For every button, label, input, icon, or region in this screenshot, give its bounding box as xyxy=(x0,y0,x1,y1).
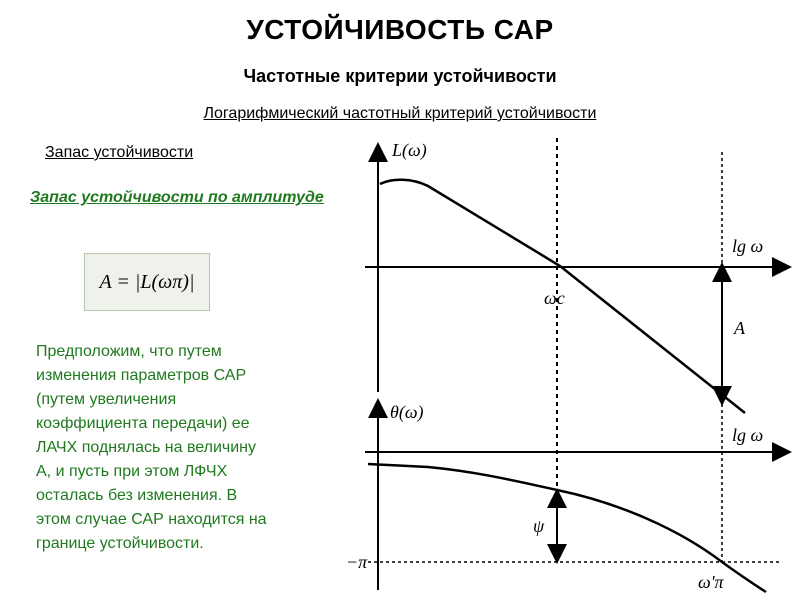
paragraph-line: коэффициента передачи) ее xyxy=(36,415,250,432)
crossover-label: ωc xyxy=(544,288,565,308)
amplitude-margin-label: A xyxy=(734,318,745,338)
omega-pi-label: ω'π xyxy=(698,572,724,592)
page-title: УСТОЙЧИВОСТЬ САР xyxy=(246,14,554,45)
paragraph-line: границе устойчивости. xyxy=(36,535,204,552)
amplitude-margin-heading: Запас устойчивости по амплитуде xyxy=(30,189,324,206)
paragraph-line: ЛАЧХ поднялась на величину xyxy=(36,439,257,456)
page-subtitle: Частотные критерии устойчивости xyxy=(243,66,557,86)
stability-margin-heading: Запас устойчивости xyxy=(45,144,194,161)
minus-pi-label: −π xyxy=(346,552,368,572)
formula-text: A = |L(ωπ)| xyxy=(99,270,195,293)
top-x-label: lg ω xyxy=(732,236,764,256)
phase-margin-label: ψ xyxy=(533,516,545,536)
bottom-axis-label: θ(ω) xyxy=(390,402,424,422)
paragraph-line: (путем увеличения xyxy=(36,391,177,408)
paragraph-line: этом случае САР находится на xyxy=(36,511,267,528)
paragraph-line: А, и пусть при этом ЛФЧХ xyxy=(36,463,228,480)
paragraph-line: изменения параметров САР xyxy=(36,367,247,384)
paragraph-line: Предположим, что путем xyxy=(36,343,222,360)
paragraph-line: осталась без изменения. В xyxy=(36,487,238,504)
bottom-x-label: lg ω xyxy=(732,425,764,445)
section-heading: Логарифмический частотный критерий устойчивости xyxy=(203,105,597,122)
top-axis-label: L(ω) xyxy=(392,140,427,160)
